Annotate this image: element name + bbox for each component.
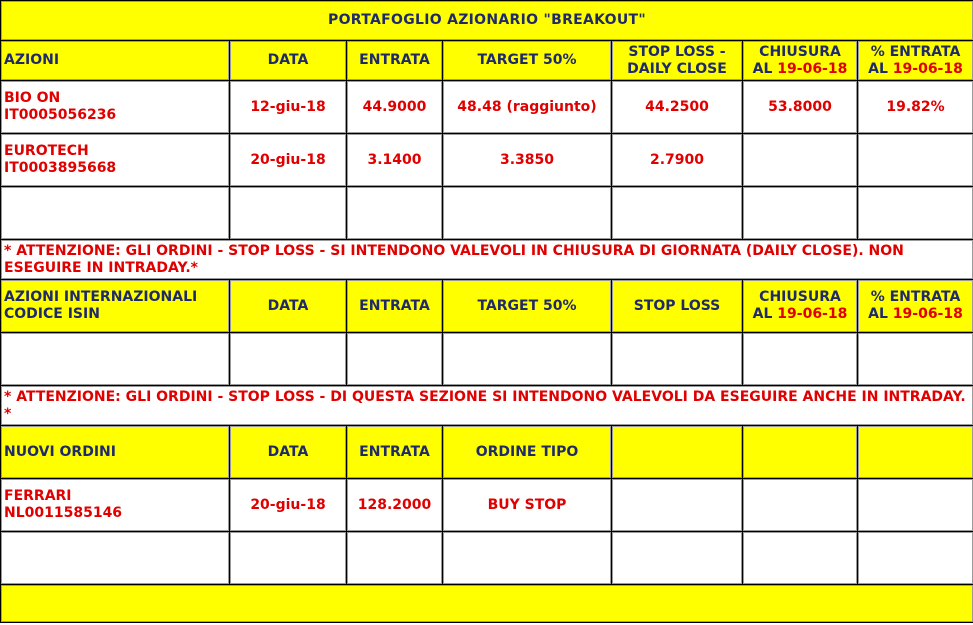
col-header-data: DATA (230, 280, 347, 333)
stock-name: FERRARI (4, 488, 72, 504)
date-cell: 12-giu-18 (230, 81, 347, 134)
stock-isin: IT0005056236 (4, 107, 117, 123)
table-row (1, 134, 973, 187)
stop-loss-line1: STOP LOSS - (628, 43, 726, 60)
col-header-target: TARGET 50% (443, 41, 612, 81)
section1-header-row (1, 41, 973, 81)
footer-band (1, 585, 973, 623)
entry-cell: 3.1400 (347, 134, 443, 187)
order-type-cell: BUY STOP (443, 479, 612, 532)
section2-header-row (1, 280, 973, 333)
col-header-chiusura (743, 280, 858, 333)
pct-line1: % ENTRATA (870, 289, 961, 305)
stock-name-cell (1, 81, 230, 134)
col-header-stop-loss: STOP LOSS (612, 280, 743, 333)
chiusura-prefix: AL (752, 306, 778, 322)
col-header-chiusura (743, 41, 858, 81)
pct-cell (858, 134, 973, 187)
col-header-data: DATA (230, 41, 347, 81)
stock-isin: NL0011585146 (4, 505, 123, 521)
target-cell: 3.3850 (443, 134, 612, 187)
pct-cell: 19.82% (858, 81, 973, 134)
col-header-pct-entrata (858, 41, 973, 81)
col-header-target: TARGET 50% (443, 280, 612, 333)
stop-loss-line2: DAILY CLOSE (627, 60, 727, 77)
col-header-stop-loss (612, 41, 743, 81)
empty-row (1, 333, 973, 386)
col-header-entrata: ENTRATA (347, 280, 443, 333)
section2-note: * ATTENZIONE: GLI ORDINI - STOP LOSS - DI QUESTA SEZIONE SI INTENDONO VALEVOLI DA ESEGUIRE ANCHE IN INTRADAY. * (1, 386, 973, 426)
chiusura-date: 19-06-18 (777, 60, 848, 77)
chiusura-date: 19-06-18 (777, 306, 848, 322)
page-title: PORTAFOGLIO AZIONARIO "BREAKOUT" (1, 1, 973, 41)
table-row (1, 81, 973, 134)
chiusura-line1: CHIUSURA (759, 289, 841, 305)
date-cell: 20-giu-18 (230, 134, 347, 187)
date-cell: 20-giu-18 (230, 479, 347, 532)
section1-note: * ATTENZIONE: GLI ORDINI - STOP LOSS - SI INTENDONO VALEVOLI IN CHIUSURA DI GIORNATA (DAILY CLOSE). NON ESEGUIRE IN INTRADAY.* (1, 240, 973, 280)
pct-prefix: AL (868, 306, 893, 322)
stop-loss-cell: 44.2500 (612, 81, 743, 134)
entry-cell: 128.2000 (347, 479, 443, 532)
target-cell: 48.48 (raggiunto) (443, 81, 612, 134)
chiusura-prefix: AL (752, 60, 778, 77)
close-cell (743, 134, 858, 187)
empty-row (1, 532, 973, 585)
stock-name-cell (1, 134, 230, 187)
col-header-nuovi-ordini: NUOVI ORDINI (1, 426, 230, 479)
section3-header-row (1, 426, 973, 479)
stock-name: EUROTECH (4, 143, 89, 159)
stock-isin: IT0003895668 (4, 160, 117, 176)
stock-name-cell (1, 479, 230, 532)
stock-name: BIO ON (4, 90, 61, 106)
col-header-entrata: ENTRATA (347, 426, 443, 479)
chiusura-line1: CHIUSURA (759, 43, 841, 60)
col-header-azioni-internazionali (1, 280, 230, 333)
pct-prefix: AL (868, 60, 893, 77)
table-row (1, 479, 973, 532)
col-header-entrata: ENTRATA (347, 41, 443, 81)
col-header-pct-entrata (858, 280, 973, 333)
stop-loss-cell: 2.7900 (612, 134, 743, 187)
pct-date: 19-06-18 (892, 60, 963, 77)
col-header-data: DATA (230, 426, 347, 479)
pct-date: 19-06-18 (892, 306, 963, 322)
empty-row (1, 187, 973, 240)
entry-cell: 44.9000 (347, 81, 443, 134)
pct-line1: % ENTRATA (870, 43, 961, 60)
col-header-ordine-tipo: ORDINE TIPO (443, 426, 612, 479)
close-cell: 53.8000 (743, 81, 858, 134)
azioni-int-line1: AZIONI INTERNAZIONALI (4, 289, 198, 305)
azioni-int-line2: CODICE ISIN (4, 306, 100, 322)
col-header-azioni: AZIONI (1, 41, 230, 81)
